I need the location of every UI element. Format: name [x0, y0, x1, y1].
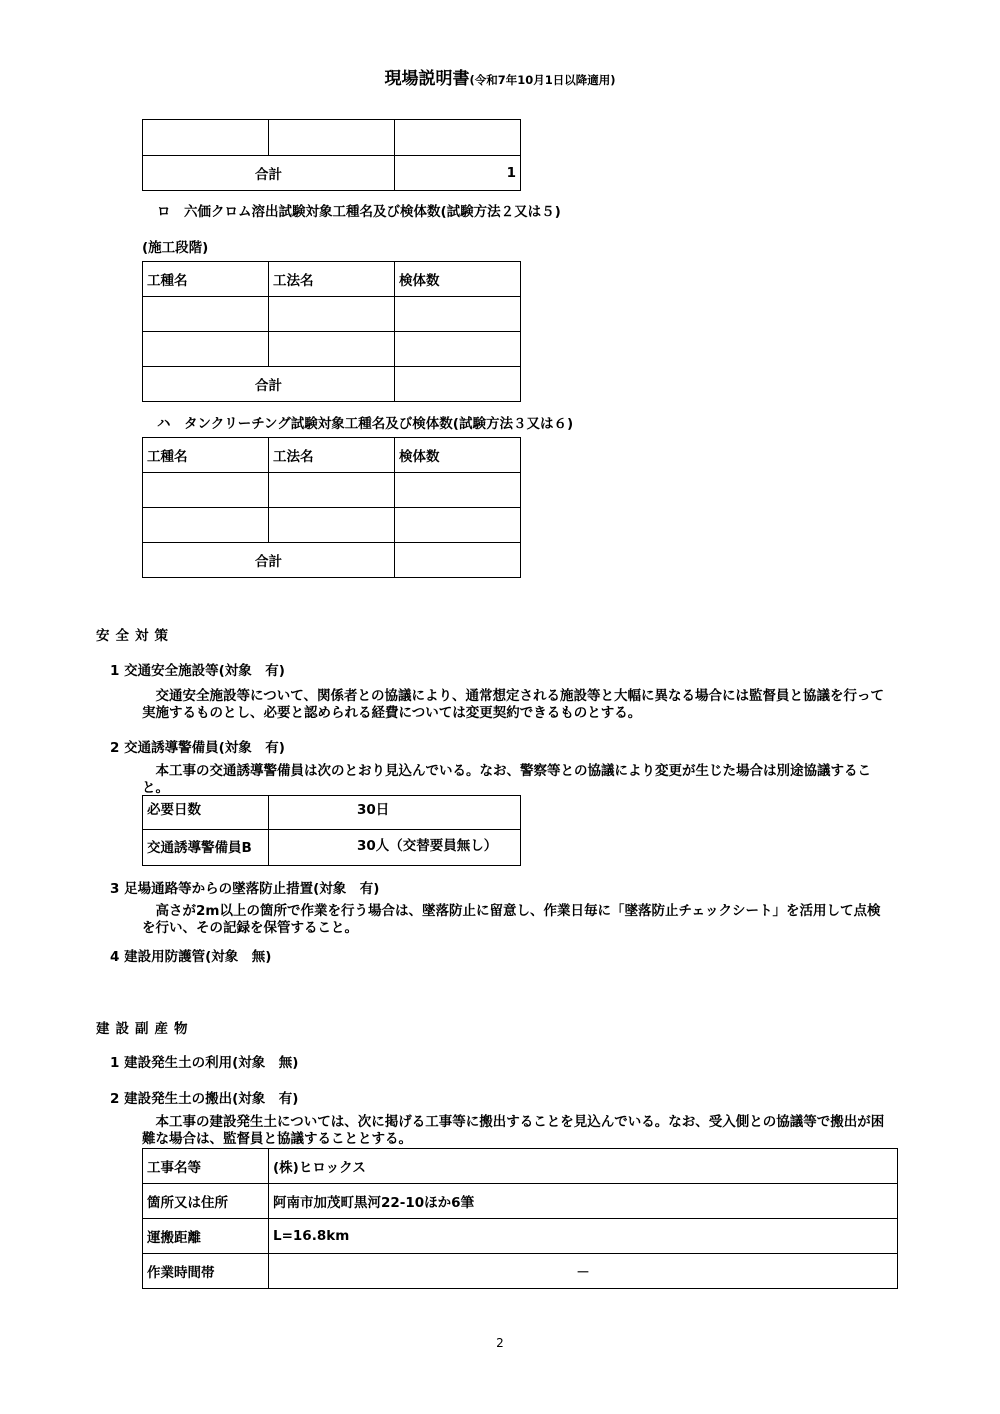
work-name-label: 工事名等	[143, 1149, 269, 1184]
total-label: 合計	[143, 367, 395, 402]
table-cell	[143, 120, 269, 156]
total-value	[395, 367, 521, 402]
soil-transport-table	[142, 1148, 898, 1289]
work-hours-value: －	[269, 1254, 898, 1289]
title-subtitle: (令和7年10月1日以降適用)	[469, 73, 616, 87]
header-method: 工法名	[269, 438, 395, 473]
title-main: 現場説明書	[384, 69, 470, 89]
byproducts-item2-heading: 2 建設発生土の搬出(対象 有)	[110, 1091, 299, 1107]
total-label: 合計	[143, 543, 395, 578]
byproducts-item1-heading: 1 建設発生土の利用(対象 無)	[110, 1055, 299, 1071]
total-label: 合計	[143, 156, 395, 191]
header-sample-count: 検体数	[395, 438, 521, 473]
table-cell	[269, 332, 395, 367]
table-cell	[395, 508, 521, 543]
safety-item3-body: 高さが2m以上の箇所で作業を行う場合は、墜落防止に留意し、作業日毎に「墜落防止チェックシート」を活用して点検を行い、その記録を保管すること。	[142, 903, 881, 936]
byproducts-section-title: 建設副産物	[96, 1021, 194, 1037]
table-cell	[269, 508, 395, 543]
table-cell	[269, 297, 395, 332]
table-cell	[143, 508, 269, 543]
required-days-label: 必要日数	[143, 796, 269, 830]
distance-value: L=16.8km	[269, 1219, 898, 1254]
table-cell	[269, 473, 395, 508]
safety-section-title: 安全対策	[96, 628, 174, 644]
safety-item3-heading: 3 足場通路等からの墜落防止措置(対象 有)	[110, 881, 380, 897]
table-cell	[143, 332, 269, 367]
table-cell	[143, 297, 269, 332]
page-title	[0, 64, 1000, 89]
header-work-type: 工種名	[143, 438, 269, 473]
work-name-value: (株)ヒロックス	[269, 1149, 898, 1184]
required-days-value: 30日	[269, 796, 521, 830]
table-cell	[269, 120, 395, 156]
tank-leaching-table	[142, 437, 521, 578]
header-work-type: 工種名	[143, 262, 269, 297]
safety-item1-heading: 1 交通安全施設等(対象 有)	[110, 663, 285, 679]
safety-item2-heading: 2 交通誘導警備員(対象 有)	[110, 740, 285, 756]
traffic-guard-value: 30人（交替要員無し）	[269, 830, 521, 866]
top-table	[142, 119, 521, 191]
item-ha-heading: ハ タンクリーチング試験対象工種名及び検体数(試験方法３又は６)	[157, 416, 574, 432]
table-cell	[143, 473, 269, 508]
address-value: 阿南市加茂町黒河22-10ほか6筆	[269, 1184, 898, 1219]
traffic-guard-table	[142, 795, 521, 866]
safety-item1-body: 交通安全施設等について、関係者との協議により、通常想定される施設等と大幅に異なる場合には監督員と協議を行って実施するものとし、必要と認められる経費については変更契約できるものとする。	[142, 688, 884, 721]
table-cell	[395, 332, 521, 367]
table-cell	[395, 297, 521, 332]
traffic-guard-label: 交通誘導警備員B	[143, 830, 269, 866]
chromium-test-table	[142, 261, 521, 402]
item-ro-heading: ロ 六価クロム溶出試験対象工種名及び検体数(試験方法２又は５)	[157, 204, 561, 220]
address-label: 箇所又は住所	[143, 1184, 269, 1219]
safety-item2-body: 本工事の交通誘導警備員は次のとおり見込んでいる。なお、警察等との協議により変更が生じた場合は別途協議すること。	[142, 763, 871, 796]
distance-label: 運搬距離	[143, 1219, 269, 1254]
stage-label: (施工段階)	[142, 240, 209, 256]
total-value: 1	[395, 156, 521, 191]
table-cell	[395, 120, 521, 156]
safety-item4-heading: 4 建設用防護管(対象 無)	[110, 949, 272, 965]
byproducts-item2-body: 本工事の建設発生土については、次に掲げる工事等に搬出することを見込んでいる。なお、受入側との協議等で搬出が困難な場合は、監督員と協議することとする。	[142, 1114, 885, 1147]
header-sample-count: 検体数	[395, 262, 521, 297]
header-method: 工法名	[269, 262, 395, 297]
total-value	[395, 543, 521, 578]
work-hours-label: 作業時間帯	[143, 1254, 269, 1289]
table-cell	[395, 473, 521, 508]
page-number: 2	[496, 1336, 504, 1350]
